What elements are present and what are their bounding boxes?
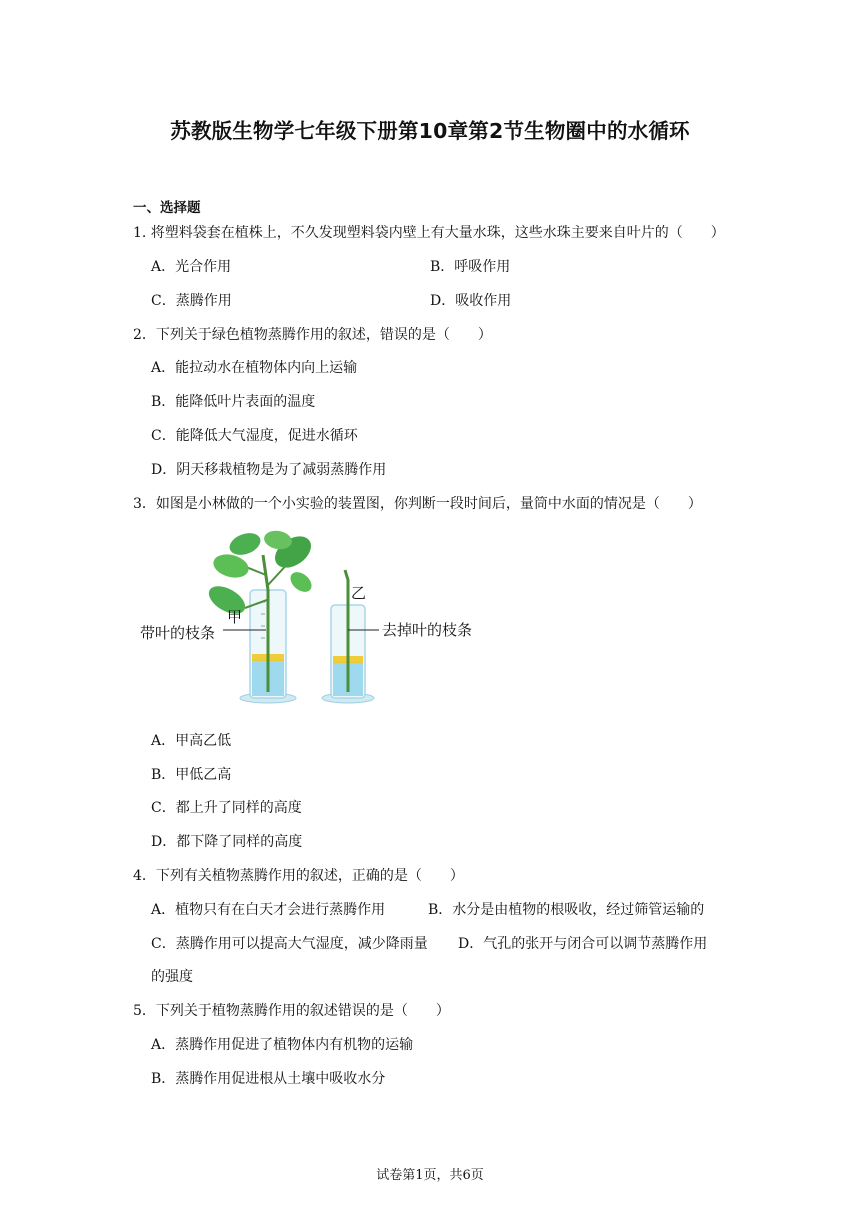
label-leafless-branch: 去掉叶的枝条 <box>382 621 473 639</box>
question-5-stem: 5．下列关于植物蒸腾作用的叙述错误的是（ ） <box>133 1003 450 1019</box>
cylinder-yi <box>322 570 374 703</box>
page-footer: 试卷第1页，共6页 <box>376 1168 484 1183</box>
section-heading: 一、选择题 <box>133 200 201 216</box>
q4-option-d: D．气孔的张开与闭合可以调节蒸腾作用 <box>458 936 708 952</box>
q1-option-b: B．呼吸作用 <box>430 259 511 275</box>
label-yi: 乙 <box>351 584 367 602</box>
q2-option-b: B．能降低叶片表面的温度 <box>151 394 316 410</box>
q4-option-c: C．蒸腾作用可以提高大气湿度，减少降雨量 <box>151 936 428 952</box>
q2-option-d: D．阴天移栽植物是为了减弱蒸腾作用 <box>151 462 387 478</box>
q2-option-c: C．能降低大气湿度，促进水循环 <box>151 428 358 444</box>
q4-option-a: A．植物只有在白天才会进行蒸腾作用 <box>151 902 386 918</box>
q3-option-c: C．都上升了同样的高度 <box>151 800 302 816</box>
q3-option-a: A．甲高乙低 <box>151 733 232 749</box>
experiment-figure <box>133 530 493 710</box>
q2-option-a: A．能拉动水在植物体内向上运输 <box>151 360 358 376</box>
q3-option-d: D．都下降了同样的高度 <box>151 834 303 850</box>
q4-option-d-continued: 的强度 <box>151 969 193 985</box>
question-3-stem: 3．如图是小林做的一个小实验的装置图，你判断一段时间后，量筒中水面的情况是（ ） <box>133 496 702 512</box>
q4-option-b: B．水分是由植物的根吸收，经过筛管运输的 <box>428 902 705 918</box>
q1-option-c: C．蒸腾作用 <box>151 293 232 309</box>
question-4-stem: 4．下列有关植物蒸腾作用的叙述，正确的是（ ） <box>133 868 464 884</box>
question-2-stem: 2．下列关于绿色植物蒸腾作用的叙述，错误的是（ ） <box>133 327 492 343</box>
q5-option-b: B．蒸腾作用促进根从土壤中吸收水分 <box>151 1071 386 1087</box>
question-1-stem: 1. 将塑料袋套在植株上，不久发现塑料袋内壁上有大量水珠，这些水珠主要来自叶片的（ ） <box>133 225 725 241</box>
q5-option-a: A．蒸腾作用促进了植物体内有机物的运输 <box>151 1037 414 1053</box>
label-leafy-branch: 带叶的枝条 <box>140 624 216 642</box>
q1-option-a: A．光合作用 <box>151 259 232 275</box>
label-jia: 甲 <box>227 608 243 626</box>
q1-option-d: D．吸收作用 <box>430 293 512 309</box>
document-title: 苏教版生物学七年级下册第10章第2节生物圈中的水循环 <box>170 119 690 143</box>
q3-option-b: B．甲低乙高 <box>151 767 232 783</box>
